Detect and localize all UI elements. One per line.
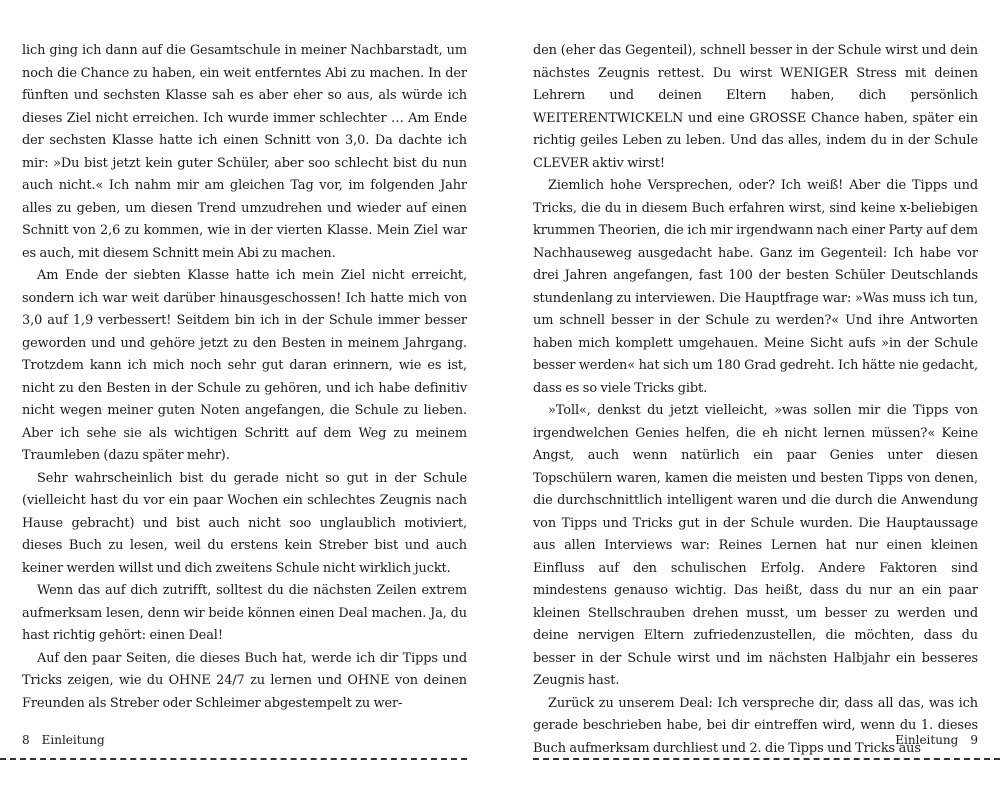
paragraph: Wenn das auf dich zutrifft, solltest du die nächsten Zeilen extrem aufmerksam lesen, denn wir beide können einen Deal machen. Ja, du hast richtig gehört: einen Deal! — [22, 583, 467, 643]
running-head: Einleitung — [41, 733, 105, 747]
cut-line-right — [533, 758, 1000, 760]
running-head: Einleitung — [895, 733, 959, 747]
paragraph: lich ging ich dann auf die Gesamtschule in meiner Nachbarstadt, um noch die Chance zu haben, ein weit entferntes Abi zu machen. In der fünften und sechsten Klasse sah es aber eher so aus, als würde ich dieses Ziel nicht erreichen. Ich wurde immer schlechter … Am Ende der sechsten Klasse hatte ich einen Schnitt von 3,0. Da dachte ich mir: »Du bist jetzt kein guter Schüler, aber soo schlecht bist du nun auch nicht.« Ich nahm mir am gleichen Tag vor, im folgenden Jahr alles zu geben, um diesen Trend umzudrehen und wieder auf einen Schnitt von 2,6 zu kommen, wie in der vierten Klasse. Mein Ziel war es auch, mit diesem Schnitt mein Abi zu machen. — [22, 43, 467, 261]
paragraph: Ziemlich hohe Versprechen, oder? Ich weiß! Aber die Tipps und Tricks, die du in diesem Buch erfahren wirst, sind keine x-beliebigen krummen Theorien, die ich mir irgendwann nach einer Party auf dem Nachhauseweg ausgedacht habe. Ganz im Gegenteil: Ich habe vor drei Jahren angefangen, fast 100 der besten Schüler Deutschlands stundenlang zu interviewen. Die Hauptfrage war: »Was muss ich tun, um schnell besser in der Schule zu werden?« Und ihre Antworten haben mich komplett umgehauen. Meine Sicht aufs »in der Schule besser werden« hat sich um 180 Grad gedreht. Ich hätte nie gedacht, dass es so viele Tricks gibt. — [533, 178, 978, 396]
left-page-body — [22, 40, 467, 715]
paragraph: Auf den paar Seiten, die dieses Buch hat, werde ich dir Tipps und Tricks zeigen, wie du OHNE 24/7 zu lernen und OHNE von deinen Freunden als Streber oder Schleimer abgestempelt zu wer- — [22, 650, 467, 711]
page-number: 9 — [970, 733, 978, 747]
right-page-footer — [895, 733, 978, 747]
left-page-footer — [22, 733, 105, 747]
left-page — [22, 40, 467, 715]
paragraph: Sehr wahrscheinlich bist du gerade nicht so gut in der Schule (vielleicht hast du vor ein paar Wochen ein schlechtes Zeugnis nach Hause gebracht) und bist auch nicht soo unglaublich motiviert, dieses Buch zu lesen, weil du erstens kein Streber bist und auch keiner werden willst und dich zweitens Schule nicht wirklich juckt. — [22, 470, 467, 576]
paragraph: Am Ende der siebten Klasse hatte ich mein Ziel nicht erreicht, sondern ich war weit darüber hinausgeschossen! Ich hatte mich von 3,0 auf 1,9 verbessert! Seitdem bin ich in der Schule immer besser geworden und und gehöre jetzt zu den Besten in meinem Jahrgang. Trotzdem kann ich mich noch sehr gut daran erinnern, wie es ist, nicht zu den Besten in der Schule zu gehören, und ich habe definitiv nicht wegen meiner guten Noten angefangen, die Schule zu lieben. Aber ich sehe sie als wichtigen Schritt auf dem Weg zu meinem Traumleben (dazu später mehr). — [22, 268, 467, 463]
paragraph: »Toll«, denkst du jetzt vielleicht, »was sollen mir die Tipps von irgendwelchen Genies helfen, die eh nicht lernen müssen?« Keine Angst, auch wenn natürlich ein paar Genies unter diesen Topschülern waren, kamen die meisten und besten Tipps von denen, die durchschnittlich intelligent waren und die durch die Anwendung von Tipps und Tricks gut in der Schule wurden. Die Hauptaussage aus allen Interviews war: Reines Lernen hat nur einen kleinen Einfluss auf den schulischen Erfolg. Andere Faktoren sind mindestens genauso wichtig. Das heißt, dass du nur an ein paar kleinen Stellschrauben drehen musst, um besser zu werden und deine nervigen Eltern zufriedenzustellen, die möchten, dass du besser in der Schule wirst und im nächsten Halbjahr ein besseres Zeugnis hast. — [533, 403, 978, 688]
cut-line-left — [0, 758, 467, 760]
right-page-body — [533, 40, 978, 760]
paragraph: Zurück zu unserem Deal: Ich verspreche dir, dass all das, was ich gerade beschrieben habe, bei dir eintreffen wird, wenn du 1. dieses Buch aufmerksam durchliest und 2. die Tipps und Tricks aus — [533, 695, 978, 756]
page-number: 8 — [22, 733, 30, 747]
right-page — [533, 40, 978, 760]
paragraph: den (eher das Gegenteil), schnell besser in der Schule wirst und dein nächstes Zeugnis rettest. Du wirst WENIGER Stress mit deinen Lehrern und deinen Eltern haben, dich persönlich WEITERENTWICKELN und eine GROSSE Chance haben, später ein richtig geiles Leben zu leben. Und das alles, indem du in der Schule CLEVER aktiv wirst! — [533, 43, 978, 171]
